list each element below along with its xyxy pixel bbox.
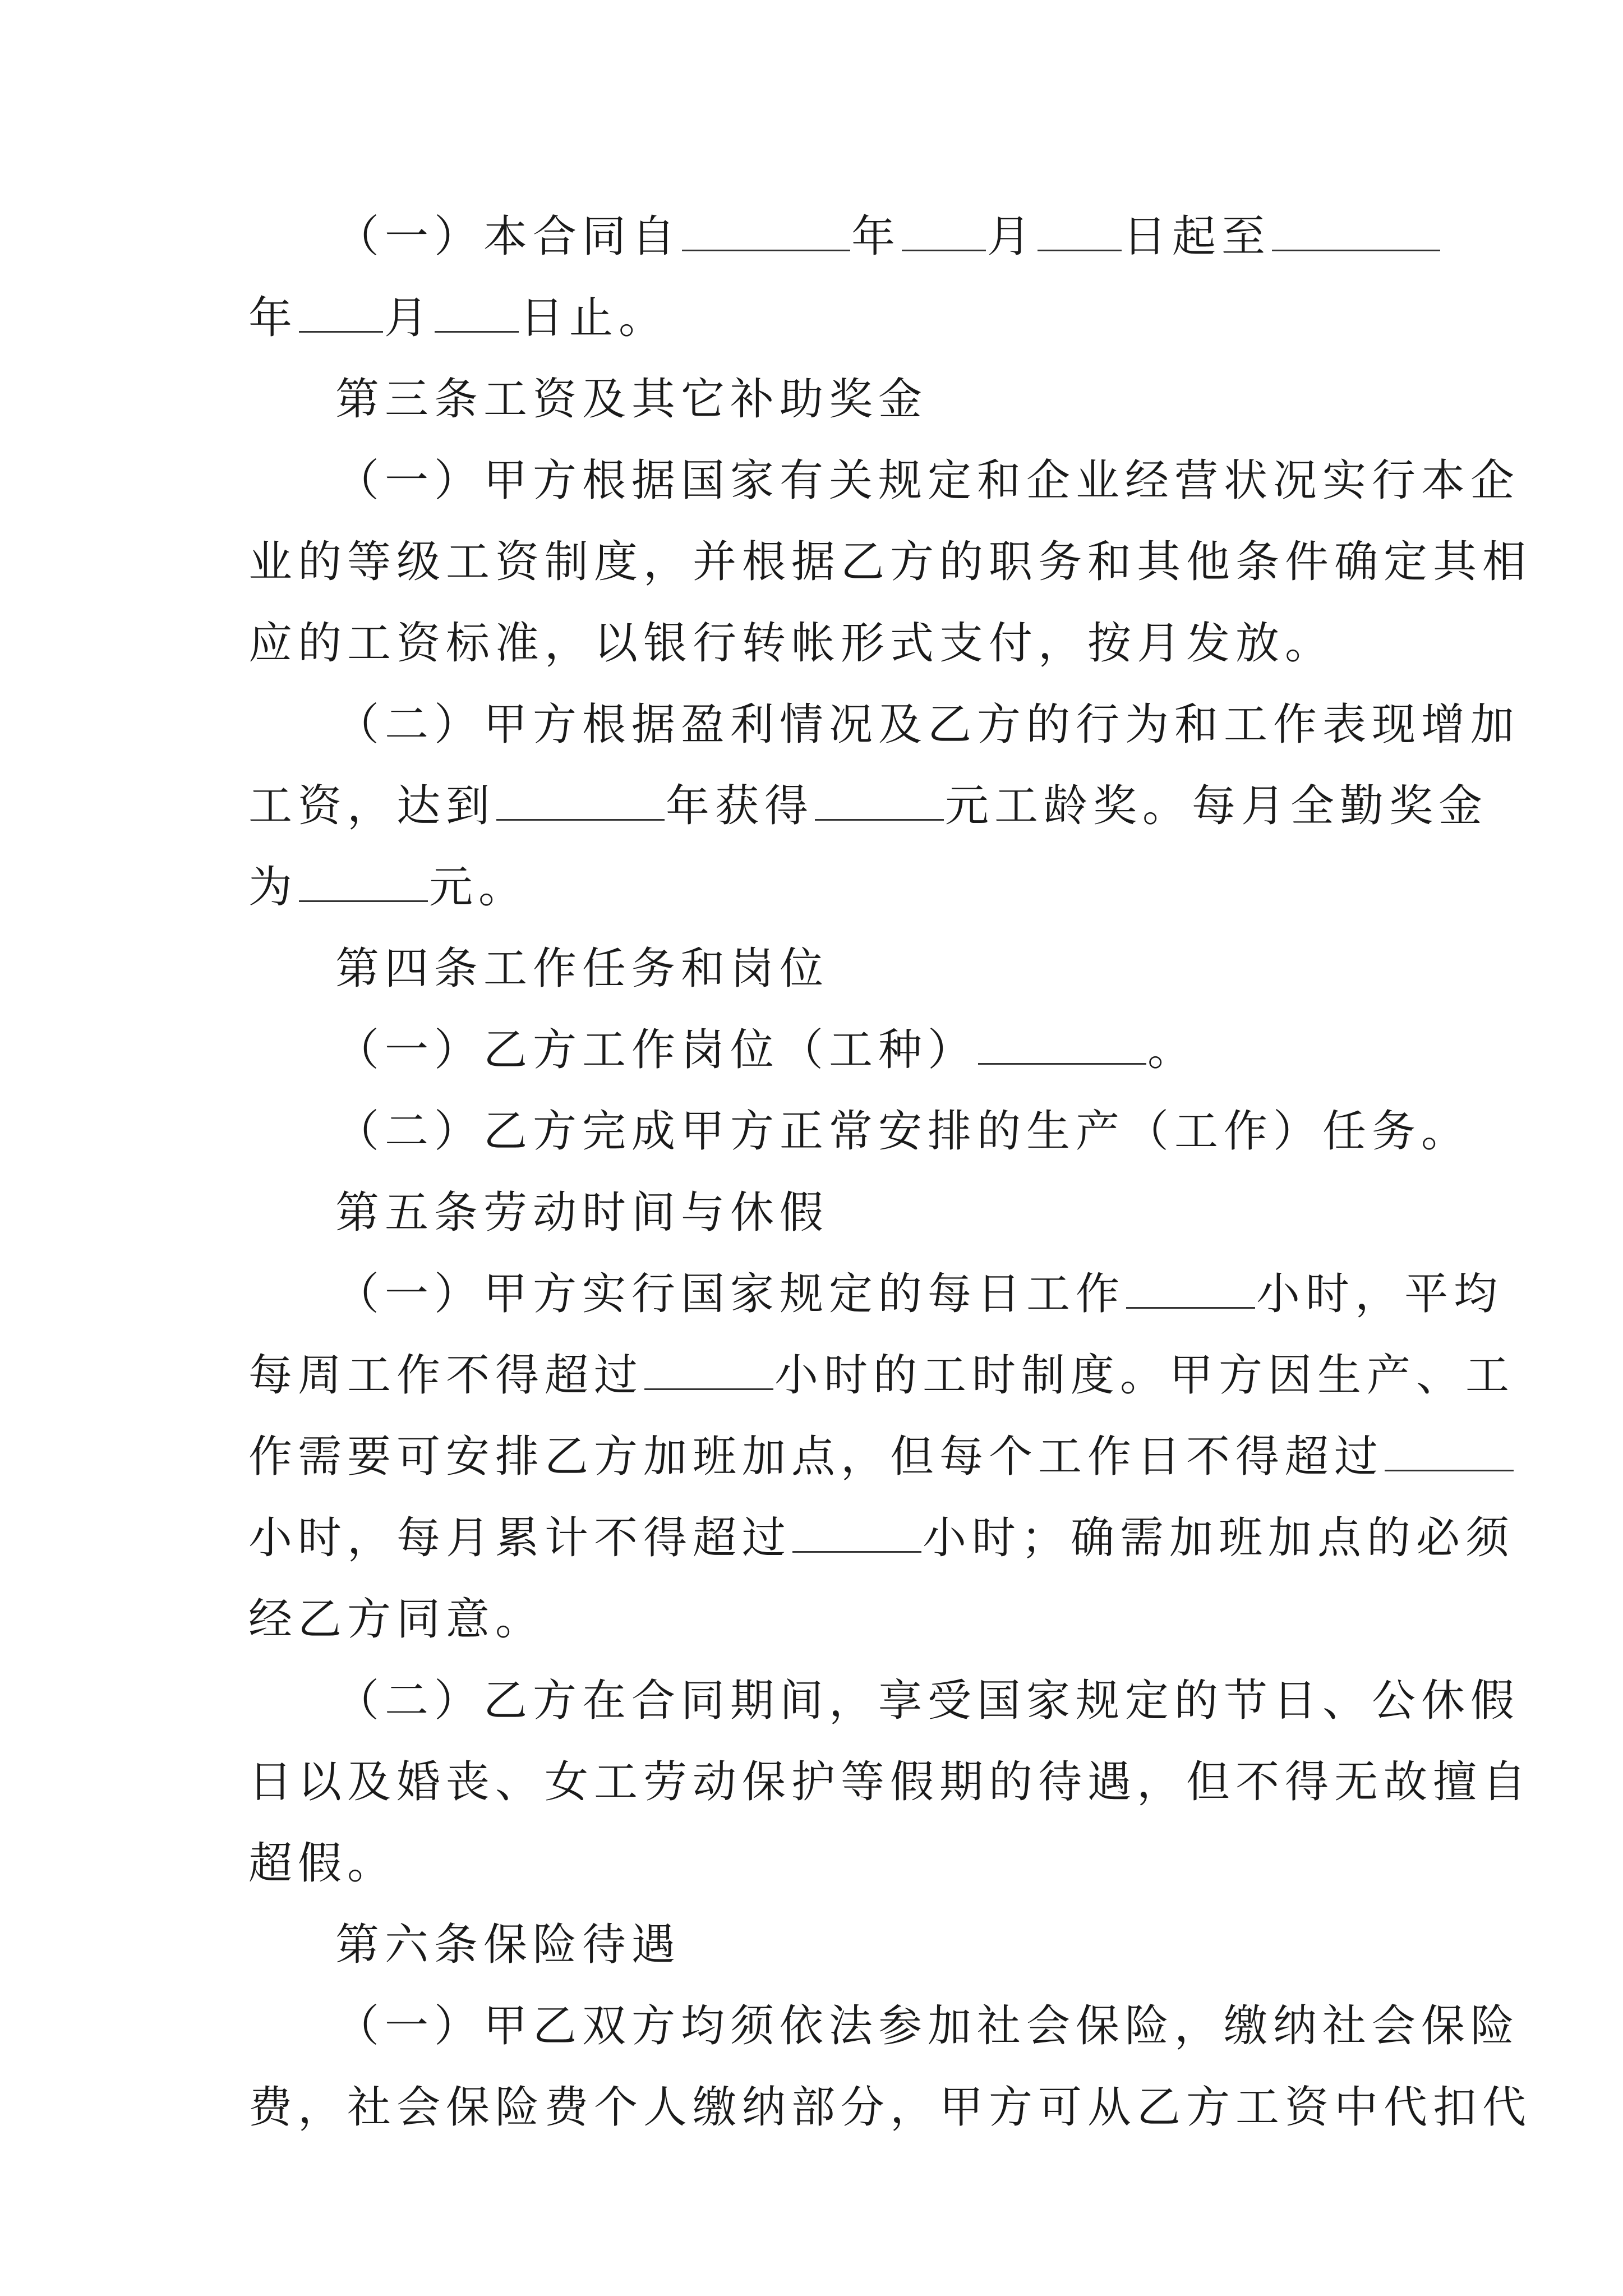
line-text: 元。 <box>429 862 528 913</box>
line-text: （一）甲方根据国家有关规定和企业经营状况实行本企 <box>335 455 1520 506</box>
fill-in-blank <box>1385 1426 1514 1471</box>
line-text: 年 <box>851 211 901 262</box>
text-line <box>248 1579 1393 1660</box>
line-text: 月 <box>384 293 434 343</box>
text-line <box>248 440 1520 522</box>
line-text: 日止。 <box>520 293 668 343</box>
line-text: 第五条劳动时间与休假 <box>335 1188 829 1238</box>
fill-in-blank <box>902 206 986 251</box>
line-text: 第四条工作任务和岗位 <box>335 944 829 994</box>
line-text: 小时，平均 <box>1256 1269 1504 1319</box>
text-line <box>248 1660 1520 1742</box>
line-text: 小时，每月累计不得超过 <box>248 1513 792 1563</box>
line-text: （二）乙方完成甲方正常安排的生产（工作）任务。 <box>335 1106 1471 1157</box>
fill-in-blank <box>299 857 428 902</box>
line-text: 小时；确需加班加点的必须 <box>923 1513 1515 1563</box>
line-text: 费，社会保险费个人缴纳部分，甲方可从乙方工资中代扣代 <box>248 2082 1532 2133</box>
text-line <box>248 196 1393 278</box>
fill-in-blank <box>815 775 944 821</box>
fill-in-blank <box>1126 1263 1255 1309</box>
line-text: （一）甲乙双方均须依法参加社会保险，缴纳社会保险 <box>335 2001 1520 2051</box>
text-line <box>248 2067 1532 2148</box>
line-text: 第六条保险待遇 <box>335 1920 681 1970</box>
line-text: 每周工作不得超过 <box>248 1350 644 1401</box>
text-line <box>248 1416 1393 1498</box>
document-body <box>248 196 1532 2148</box>
line-text: 元工龄奖。每月全勤奖金 <box>945 781 1488 831</box>
fill-in-blank <box>1272 206 1440 251</box>
line-text: 年 <box>248 293 298 343</box>
line-text: （二）乙方在合同期间，享受国家规定的节日、公休假 <box>335 1676 1520 1726</box>
line-text: 经乙方同意。 <box>248 1594 545 1645</box>
line-text: 工资，达到 <box>248 781 496 831</box>
text-line <box>248 684 1520 766</box>
text-line <box>248 766 1488 847</box>
text-line <box>248 278 1393 359</box>
line-text: 日起至 <box>1123 211 1271 262</box>
fill-in-blank <box>644 1345 773 1390</box>
text-line <box>248 1904 1393 1986</box>
line-text: 超假。 <box>248 1838 397 1889</box>
text-line <box>248 1091 1471 1172</box>
line-text: （一）甲方实行国家规定的每日工作 <box>335 1269 1126 1319</box>
line-text: （一）乙方工作岗位（工种） <box>335 1025 978 1075</box>
text-line <box>248 1823 1393 1904</box>
line-text: 为 <box>248 862 298 913</box>
line-text: 月 <box>987 211 1037 262</box>
line-text: 年获得 <box>666 781 814 831</box>
text-line <box>248 1498 1515 1579</box>
fill-in-blank <box>792 1507 921 1553</box>
line-text: （二）甲方根据盈利情况及乙方的行为和工作表现增加 <box>335 700 1520 750</box>
fill-in-blank <box>978 1019 1146 1065</box>
text-line <box>248 1335 1515 1416</box>
line-text: 日以及婚丧、女工劳动保护等假期的待遇，但不得无故擅自 <box>248 1757 1532 1807</box>
text-line <box>248 1986 1520 2067</box>
line-text: 。 <box>1147 1025 1197 1075</box>
text-line <box>248 1010 1393 1091</box>
text-line <box>248 1172 1393 1254</box>
text-line <box>248 1254 1504 1335</box>
line-text: 业的等级工资制度，并根据乙方的职务和其他条件确定其相 <box>248 537 1532 587</box>
text-line <box>248 603 1393 684</box>
fill-in-blank <box>496 775 665 821</box>
line-text: （一）本合同自 <box>335 211 681 262</box>
line-text: 第三条工资及其它补助奖金 <box>335 374 928 425</box>
text-line <box>248 359 1393 440</box>
text-line <box>248 1742 1532 1823</box>
fill-in-blank <box>435 287 519 333</box>
fill-in-blank <box>1038 206 1122 251</box>
fill-in-blank <box>299 287 383 333</box>
text-line <box>248 928 1393 1010</box>
line-text: 应的工资标准，以银行转帐形式支付，按月发放。 <box>248 618 1335 669</box>
line-text: 小时的工时制度。甲方因生产、工 <box>774 1350 1515 1401</box>
fill-in-blank <box>682 206 850 251</box>
line-text: 作需要可安排乙方加班加点，但每个工作日不得超过 <box>248 1432 1384 1482</box>
text-line <box>248 847 1393 928</box>
text-line <box>248 522 1532 603</box>
